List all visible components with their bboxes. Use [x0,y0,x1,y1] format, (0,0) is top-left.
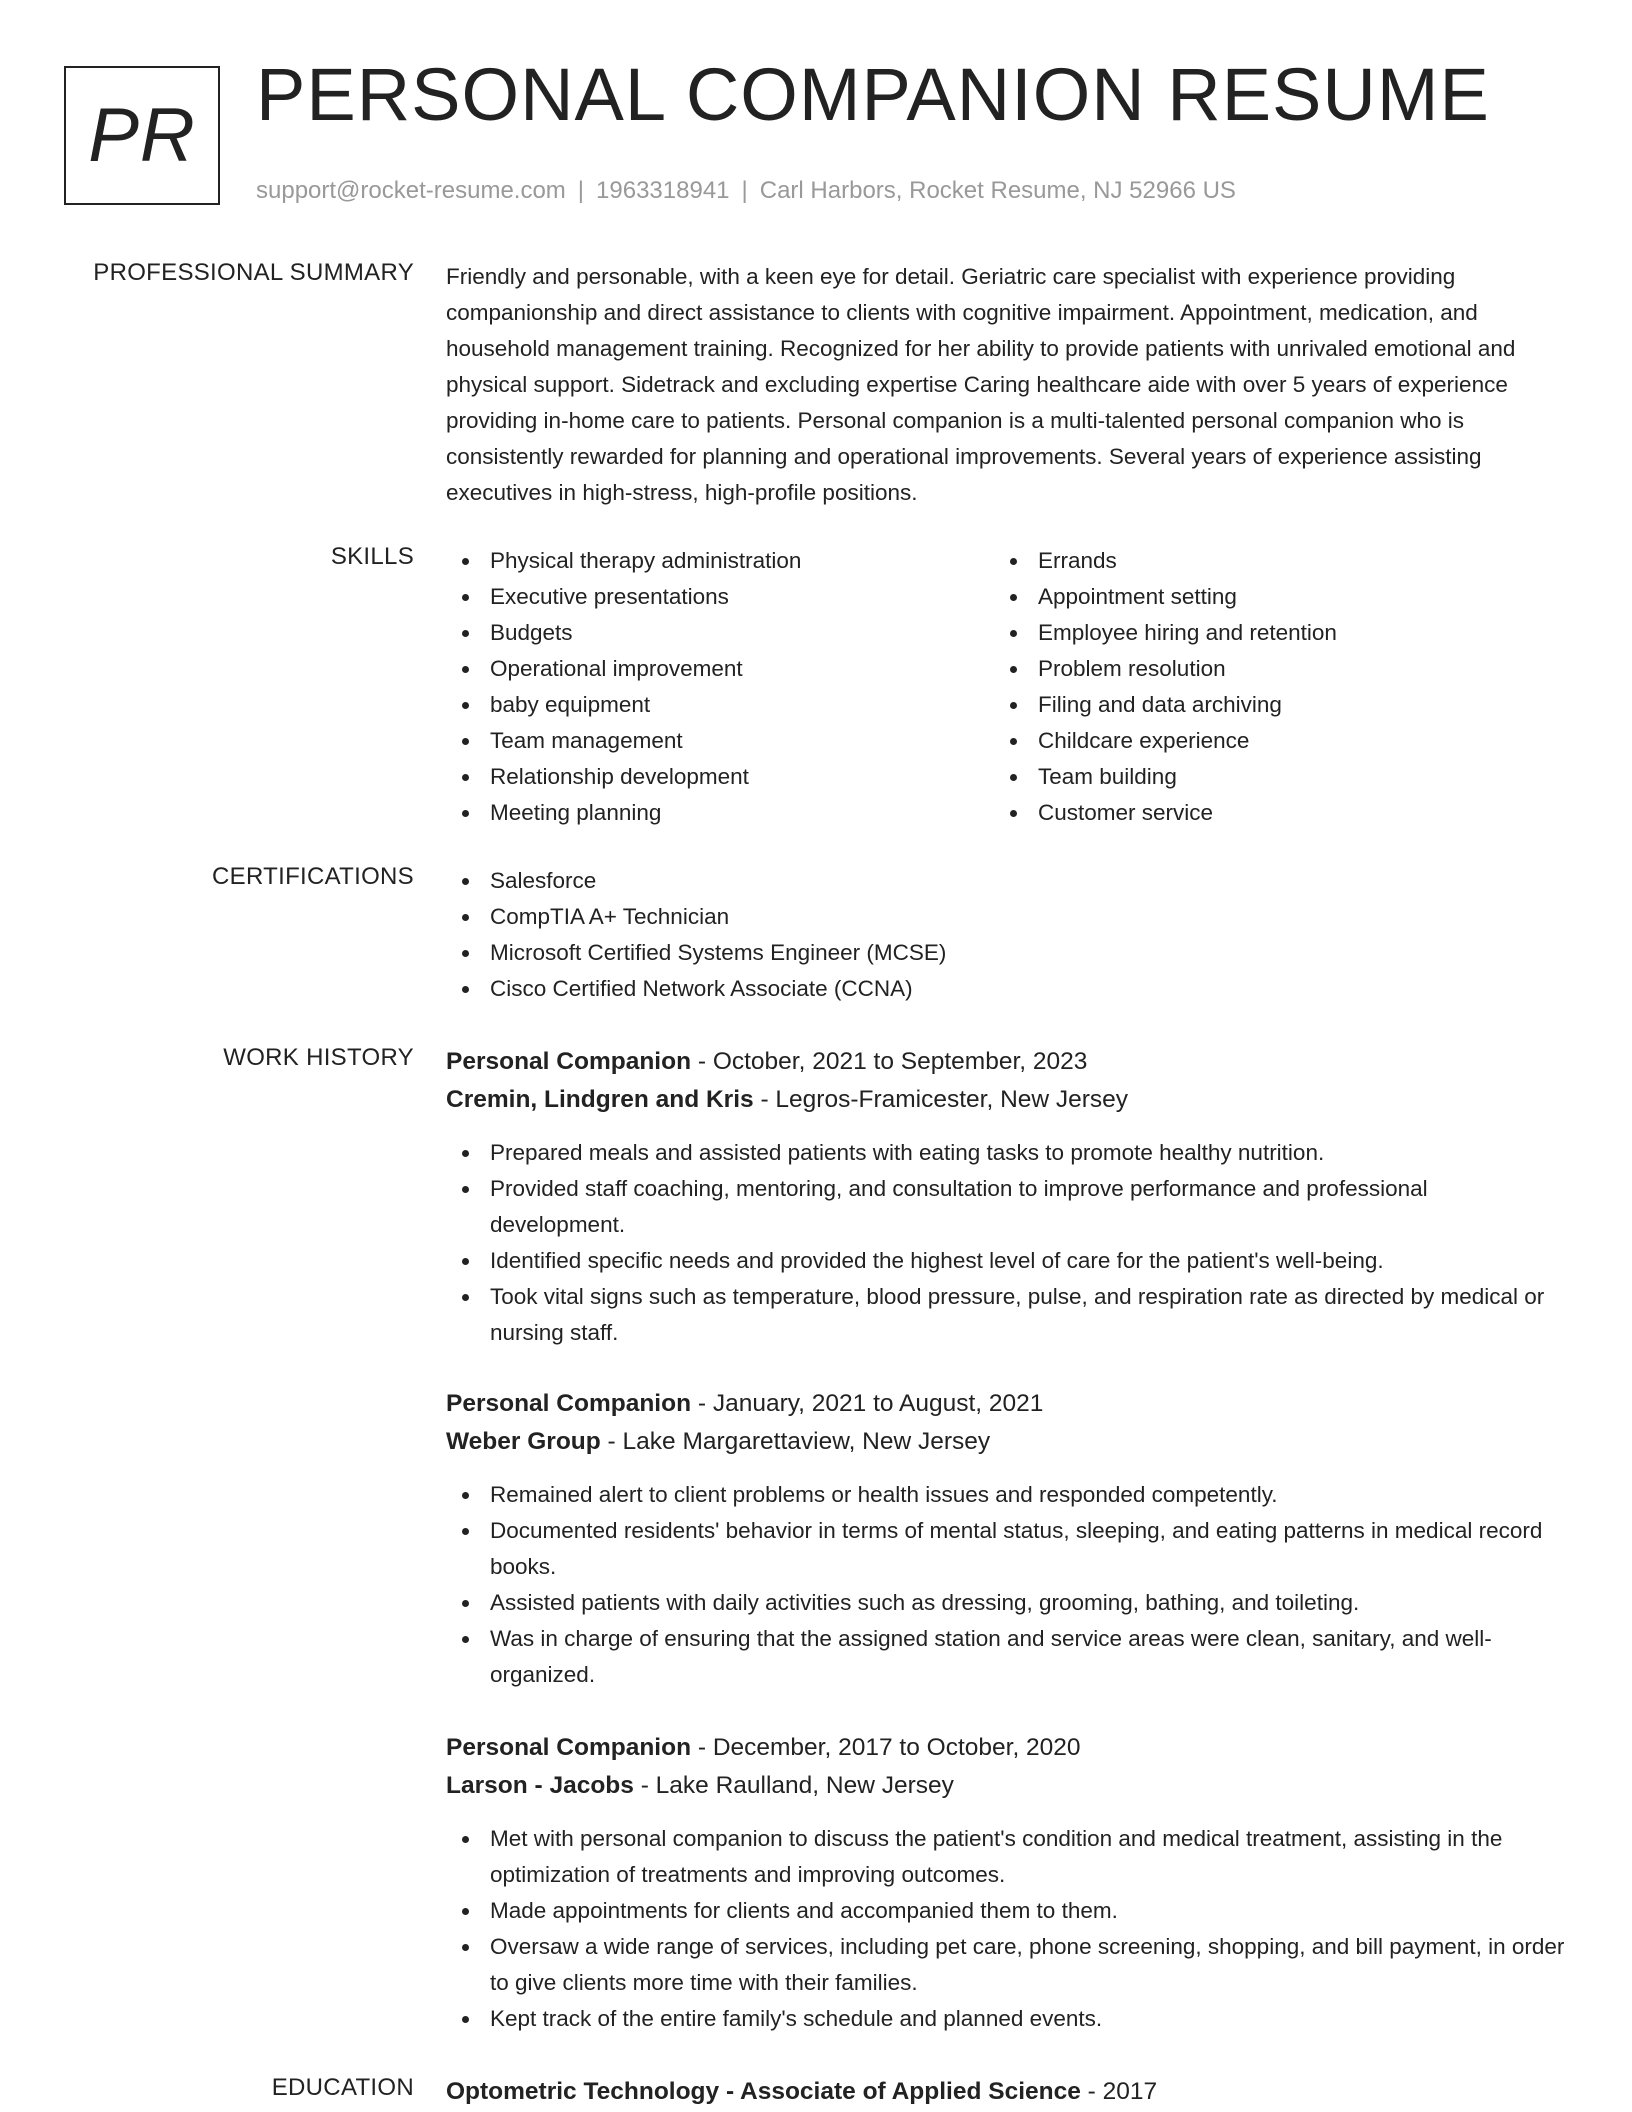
job-dates: - January, 2021 to August, 2021 [691,1390,1044,1417]
monogram-initials: PR [88,92,196,178]
job-title-line [446,1729,1566,1767]
job-bullet: Assisted patients with daily activities such as dressing, grooming, bathing, and toileting. [446,1585,1566,1621]
job-bullet: Documented residents' behavior in terms of mental status, sleeping, and eating patterns in medical record books. [446,1513,1566,1585]
job-company-line [446,1767,1566,1805]
skill-item: Meeting planning [446,795,994,831]
contact-line [256,177,1236,205]
summary-text: Friendly and personable, with a keen eye for detail. Geriatric care specialist with experience providing companionship and direct assistance to clients with cognitive impairment. Appointment, medication, and household management training. Recognized for her ability to provide patients with unrivaled emotional and physical support. Sidetrack and excluding expertise Caring healthcare aide with over 5 years of experience providing in-home care to patients. Personal companion is a multi-talented personal companion who is consistently rewarded for planning and operational improvements. Several years of experience assisting executives in high-stress, high-profile positions. [446,264,1516,505]
skill-item: Team building [994,759,1542,795]
certifications-list [446,863,1566,1007]
job-bullet: Remained alert to client problems or health issues and responded competently. [446,1477,1566,1513]
skill-item: Executive presentations [446,579,994,615]
job-company: Weber Group [446,1428,601,1455]
skills-section [446,543,1566,831]
section-label-skills: SKILLS [330,543,414,570]
job-location: - Lake Raulland, New Jersey [633,1772,954,1799]
skills-columns [446,543,1566,831]
job-bullet: Made appointments for clients and accompanied them to them. [446,1893,1566,1929]
contact-separator: | [741,177,748,204]
job-title-line [446,1385,1566,1423]
skill-item: Problem resolution [994,651,1542,687]
job-bullet: Oversaw a wide range of services, including pet care, phone screening, shopping, and bill payment, in order to give clients more time with their families. [446,1929,1566,2001]
job-bullets [446,1477,1566,1693]
skill-item: baby equipment [446,687,994,723]
section-label-certifications: CERTIFICATIONS [212,863,414,890]
skill-item: Employee hiring and retention [994,615,1542,651]
job-company-line [446,1081,1566,1119]
job-company-line [446,1423,1566,1461]
section-label-summary: PROFESSIONAL SUMMARY [93,259,414,286]
skills-list-right [994,543,1542,831]
job-title: Personal Companion [446,1734,692,1761]
job-dates: - October, 2021 to September, 2023 [691,1048,1088,1075]
job-bullet: Took vital signs such as temperature, blood pressure, pulse, and respiration rate as directed by medical or nursing staff. [446,1279,1566,1351]
job-bullet: Was in charge of ensuring that the assigned station and service areas were clean, sanitary, and well-organized. [446,1621,1566,1693]
contact-address: Carl Harbors, Rocket Resume, NJ 52966 US [759,177,1236,204]
job-bullets [446,1821,1566,2037]
section-label-work: WORK HISTORY [223,1044,414,1071]
certification-item: CompTIA A+ Technician [446,899,1566,935]
job-bullet: Prepared meals and assisted patients with eating tasks to promote healthy nutrition. [446,1135,1566,1171]
job-company: Cremin, Lindgren and Kris [446,1086,754,1113]
job-location: - Legros-Framicester, New Jersey [753,1086,1129,1113]
contact-email: support@rocket-resume.com [256,177,566,204]
job-entry [446,1385,1566,1693]
job-bullets [446,1135,1566,1351]
certifications-section [446,863,1566,1007]
certification-item: Cisco Certified Network Associate (CCNA) [446,971,1566,1007]
skill-item: Errands [994,543,1542,579]
certification-item: Microsoft Certified Systems Engineer (MCSE) [446,935,1566,971]
education-degree: Optometric Technology - Associate of Applied Science [446,2078,1081,2105]
skill-item: Customer service [994,795,1542,831]
contact-separator: | [577,177,585,204]
contact-phone: 1963318941 [596,177,730,204]
education-section [446,2073,1566,2111]
job-bullet: Kept track of the entire family's schedule and planned events. [446,2001,1566,2037]
skill-item: Filing and data archiving [994,687,1542,723]
monogram-box [64,66,220,205]
job-dates: - December, 2017 to October, 2020 [691,1734,1081,1761]
skill-item: Physical therapy administration [446,543,994,579]
job-entry [446,1729,1566,2037]
skill-item: Childcare experience [994,723,1542,759]
job-title: Personal Companion [446,1390,692,1417]
job-location: - Lake Margarettaview, New Jersey [600,1428,991,1455]
job-company: Larson - Jacobs [446,1772,634,1799]
job-bullet: Met with personal companion to discuss the patient's condition and medical treatment, assisting in the optimization of treatments and improving outcomes. [446,1821,1566,1893]
section-label-education: EDUCATION [271,2074,414,2101]
education-line [446,2073,1566,2111]
skill-item: Budgets [446,615,994,651]
job-entry [446,1043,1566,1351]
summary-section [446,259,1566,511]
job-bullet: Identified specific needs and provided the highest level of care for the patient's well-being. [446,1243,1566,1279]
resume-title: PERSONAL COMPANION RESUME [256,53,1490,136]
job-bullet: Provided staff coaching, mentoring, and consultation to improve performance and professional development. [446,1171,1566,1243]
skill-item: Appointment setting [994,579,1542,615]
job-title-line [446,1043,1566,1081]
education-year: - 2017 [1080,2078,1158,2105]
skill-item: Relationship development [446,759,994,795]
job-title: Personal Companion [446,1048,692,1075]
skill-item: Team management [446,723,994,759]
certification-item: Salesforce [446,863,1566,899]
skill-item: Operational improvement [446,651,994,687]
skills-list-left [446,543,994,831]
